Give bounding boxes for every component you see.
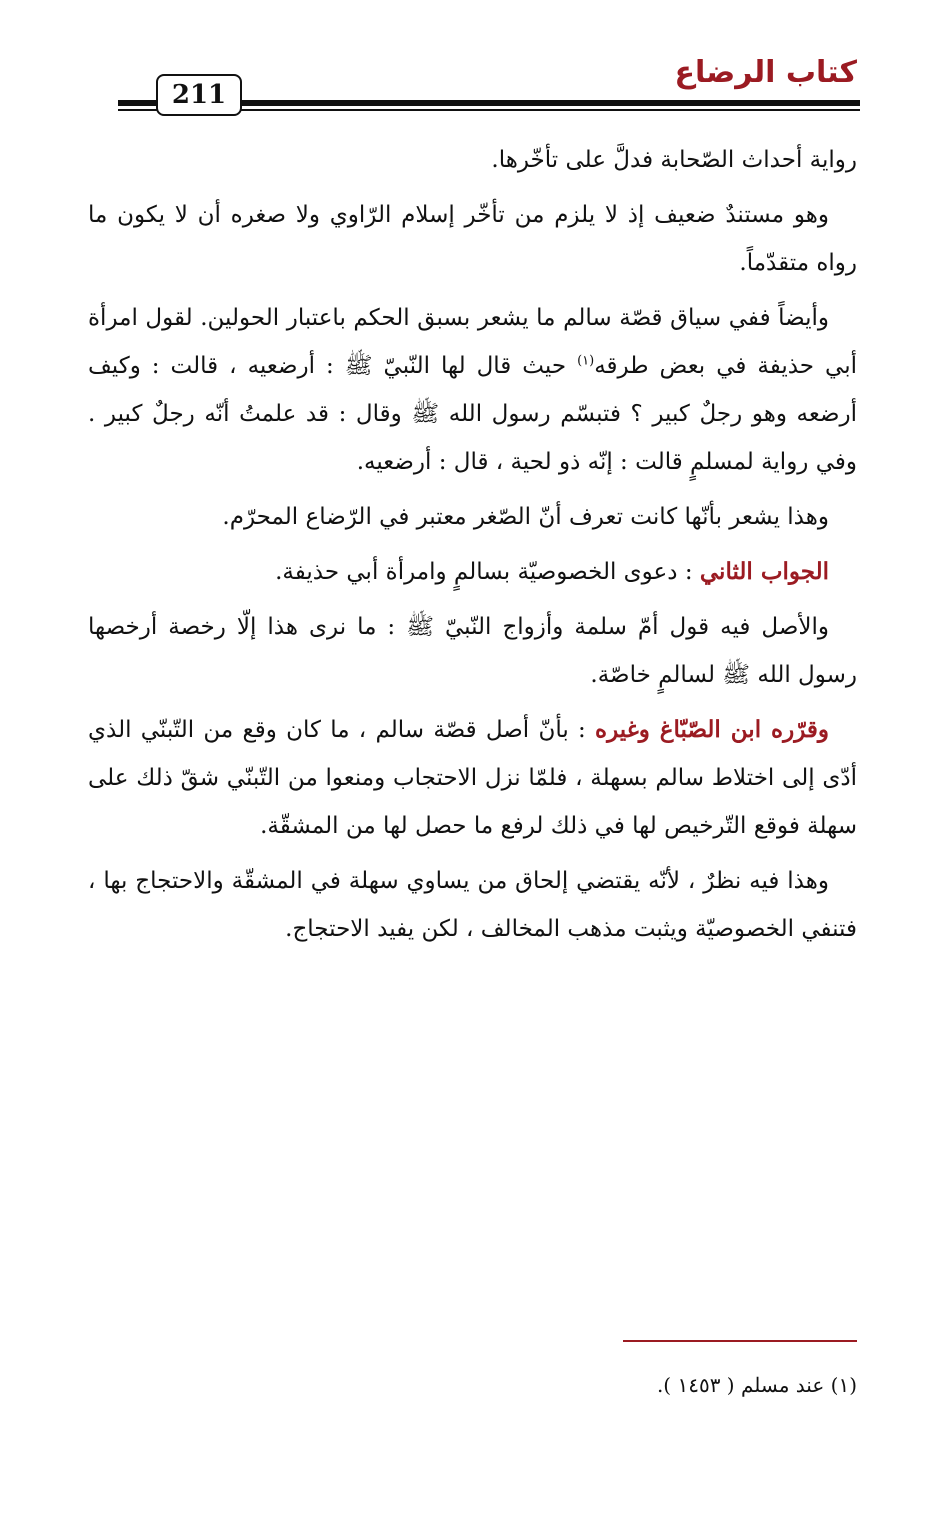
paragraph — [88, 191, 857, 287]
footnote-separator — [623, 1340, 857, 1342]
paragraph — [88, 493, 857, 541]
paragraph-text: رواية أحداث الصّحابة فدلَّ على تأخّرها. — [491, 147, 857, 173]
paragraph-text-continued: حيث قال لها النّبيّ ﷺ : أرضعيه ، قالت : وكيف أرضعه وهو رجلٌ كبير ؟ فتبسّم رسول الله ﷺ وقال : قد علمتُ أنّه رجلٌ كبير . وفي رواية لمسلمٍ قالت : إنّه ذو لحية ، قال : أرضعيه. — [88, 353, 857, 475]
body-text — [88, 136, 857, 960]
paragraph — [88, 294, 857, 486]
paragraph-text: : دعوى الخصوصيّة بسالمٍ وامرأة أبي حذيفة. — [275, 559, 700, 585]
paragraph — [88, 706, 857, 850]
highlighted-heading: الجواب الثاني — [699, 558, 829, 585]
paragraph-text: وهذا فيه نظرٌ ، لأنّه يقتضي إلحاق من يساوي سهلة في المشقّة والاحتجاج بها ، فتنفي الخصوصيّة ويثبت مذهب المخالف ، لكن يفيد الاحتجاج. — [88, 868, 857, 942]
highlighted-heading: وقرّره ابن الصّبّاغ وغيره — [595, 716, 829, 743]
paragraph — [88, 548, 857, 596]
paragraph — [88, 857, 857, 953]
footnote: (١) عند مسلم ( ١٤٥٣ ). — [656, 1373, 857, 1397]
footnote-reference[interactable]: (١) — [577, 353, 595, 369]
paragraph — [88, 603, 857, 699]
running-header-title: كتاب الرضاع — [674, 55, 857, 90]
paragraph-text: وأيضاً ففي سياق قصّة سالم ما يشعر بسبق الحكم باعتبار الحولين. لقول امرأة أبي حذيفة في بعض طرقه — [88, 305, 857, 379]
paragraph-text: وهذا يشعر بأنّها كانت تعرف أنّ الصّغر معتبر في الرّضاع المحرّم. — [222, 504, 829, 530]
paragraph-text: : بأنّ أصل قصّة سالم ، ما كان وقع من التّبنّي الذي أدّى إلى اختلاط سالم بسهلة ، فلمّا نزل الاحتجاب ومنعوا من التّبنّي شقّ ذلك على سهلة فوقع التّرخيص لها في ذلك لرفع ما حصل لها من المشقّة. — [88, 717, 857, 839]
page-number: 211 — [156, 74, 242, 116]
paragraph-text: والأصل فيه قول أمّ سلمة وأزواج النّبيّ ﷺ : ما نرى هذا إلّا رخصة أرخصها رسول الله ﷺ لسالمٍ خاصّة. — [88, 614, 857, 688]
paragraph — [88, 136, 857, 184]
paragraph-text: وهو مستندٌ ضعيف إذ لا يلزم من تأخّر إسلام الرّاوي ولا صغره أن لا يكون ما رواه متقدّماً. — [88, 202, 857, 276]
